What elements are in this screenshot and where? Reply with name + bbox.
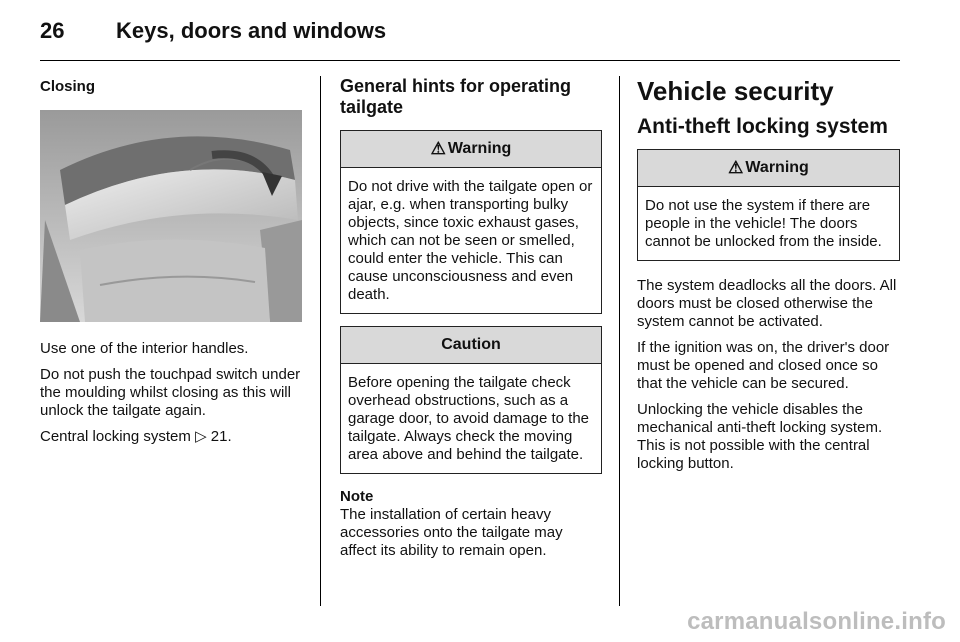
security-paragraph-1: The system deadlocks all the doors. All doors must be closed otherwise the system cannot be activated.: [637, 277, 897, 330]
section-title: Keys, doors and windows: [116, 18, 387, 43]
closing-paragraph-1: Use one of the interior handles.: [40, 340, 249, 357]
warning-box-antitheft: [637, 149, 900, 261]
warning-text: Do not use the system if there are people in the vehicle! The doors cannot be unlocked from the inside.: [645, 197, 882, 250]
warning-header: [638, 150, 899, 187]
header-rule: [40, 60, 900, 61]
security-paragraph-3: Unlocking the vehicle disables the mechanical anti-theft locking system. This is not possible with the central locking button.: [637, 401, 883, 472]
caution-box: [340, 326, 602, 474]
column-closing: [40, 76, 302, 454]
caution-title: Caution: [441, 336, 501, 353]
warning-box-exhaust: [340, 130, 602, 314]
central-locking-ref-page[interactable]: 21.: [210, 428, 232, 445]
page-number: 26: [40, 18, 65, 43]
closing-paragraph-3: [40, 428, 302, 446]
warning-header: [341, 131, 601, 168]
warning-title: Warning: [745, 159, 809, 176]
watermark: carmanualsonline.info: [687, 608, 946, 635]
warning-triangle-icon: ⚠: [728, 158, 744, 177]
warning-title: Warning: [447, 140, 512, 157]
warning-triangle-icon: ⚠: [430, 139, 446, 158]
tailgate-hints-heading: General hints for operating tailgate: [340, 76, 572, 117]
column-divider-2: [619, 76, 620, 606]
vehicle-security-heading: Vehicle security: [637, 76, 834, 106]
tailgate-closing-illustration: [40, 110, 302, 322]
closing-heading: Closing: [40, 78, 95, 95]
note-text: The installation of certain heavy accessories onto the tailgate may affect its ability to remain open.: [340, 506, 563, 559]
column-vehicle-security: [637, 76, 900, 481]
warning-text: Do not drive with the tailgate open or ajar, e.g. when transporting bulky objects, since toxic exhaust gases, which can not be seen or smelled, could enter the vehicle. This can cause unconsciousness and even death.: [348, 178, 593, 303]
security-paragraph-2: If the ignition was on, the driver's door must be opened and closed once so that the vehicle can be secured.: [637, 339, 890, 392]
column-tailgate-hints: [340, 76, 602, 560]
anti-theft-heading: Anti-theft locking system: [637, 115, 888, 138]
closing-paragraph-2: Do not push the touchpad switch under the moulding whilst closing as this will unlock the tailgate again.: [40, 366, 301, 419]
note-title: Note: [340, 488, 374, 505]
column-divider-1: [320, 76, 321, 606]
central-locking-ref-text: Central locking system: [40, 428, 191, 445]
caution-header: [341, 327, 601, 364]
triangle-ref-icon: ▷: [195, 428, 207, 445]
caution-text: Before opening the tailgate check overhead obstructions, such as a garage door, to avoid damage to the tailgate. Always check the moving area above and behind the tailgate.: [348, 374, 590, 463]
